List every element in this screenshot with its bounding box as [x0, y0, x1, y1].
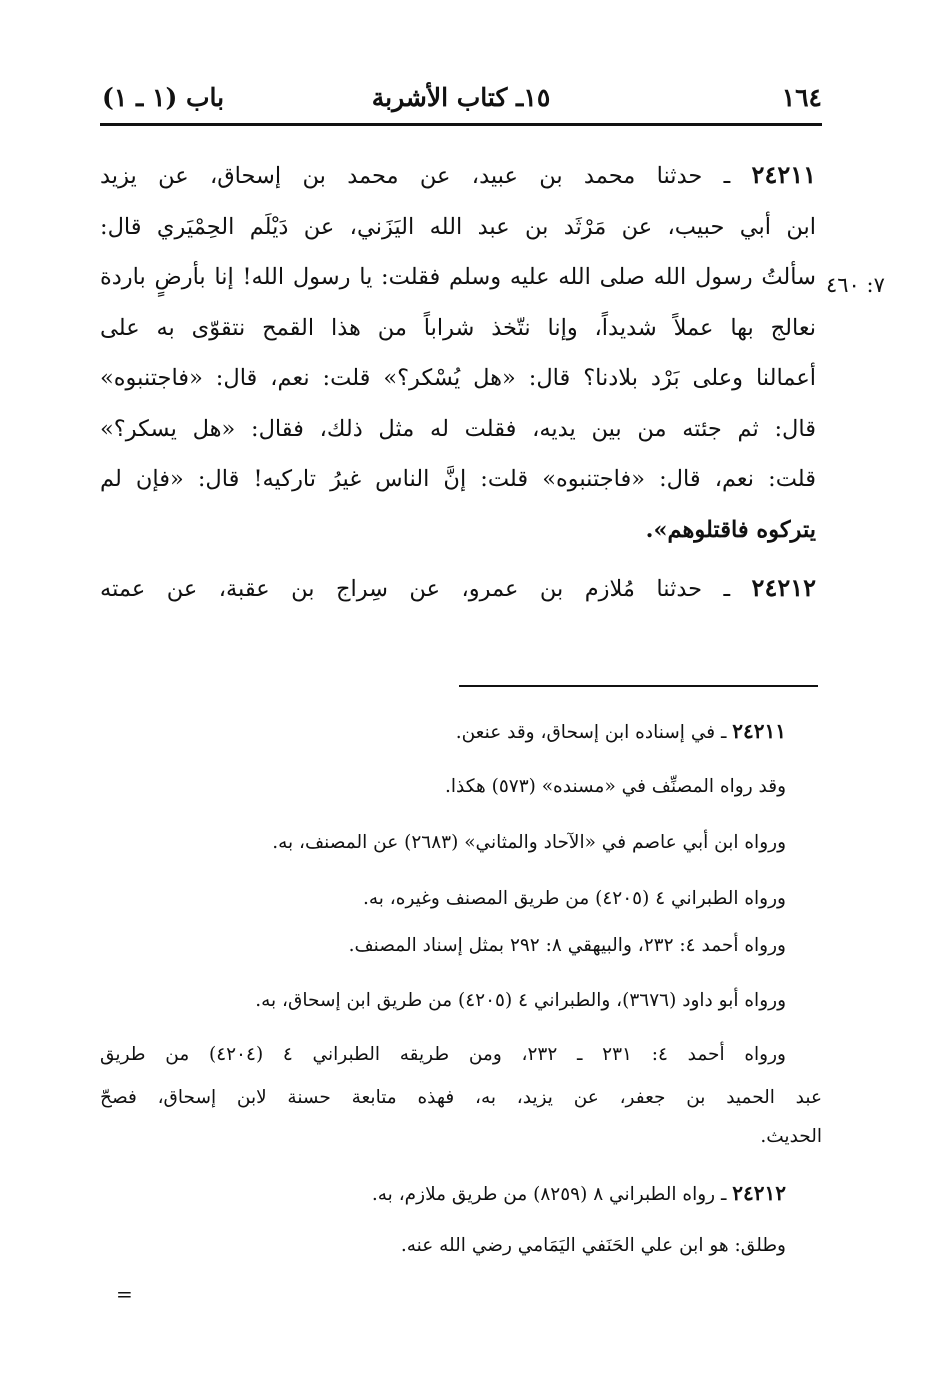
running-header: [100, 78, 822, 120]
main-text: [100, 150, 816, 615]
footnote-1-number: ٢٤٢١١: [732, 719, 786, 743]
hadith-1-line-6: قال: ثم جئته من بين يديه، فقلت له مثل ذلك، فقال: «هل يسكر؟»: [100, 415, 816, 442]
hadith-1-line-4: نعالج بها عملاً شديداً، وإنا نتّخذ شراباً من هذا القمح نتقوّى به على: [100, 314, 816, 341]
footnote-2-line-2: وطلق: هو ابن علي الحَنَفي اليَمَامي رضي الله عنه.: [400, 1235, 786, 1256]
chapter-label: باب (١ ـ ١): [102, 83, 225, 112]
header-rule: [100, 123, 822, 126]
footnote-1-line-7: ورواه أحمد ٤: ٢٣١ ـ ٢٣٢، ومن طريقه الطبراني ٤ (٤٢٠٤) من طريق: [100, 1044, 786, 1065]
hadith-1-line-1: ٢٤٢١١ ـ حدثنا محمد بن عبيد، عن محمد بن إسحاق، عن يزيد: [100, 160, 816, 189]
hadith-2-line-1: ٢٤٢١٢ ـ حدثنا مُلازم بن عمرو، عن سِراج بن عقبة، عن عمته: [100, 573, 816, 602]
footnote-rule: [459, 685, 818, 687]
footnote-1-line-9: الحديث.: [760, 1126, 822, 1147]
hadith-1-line-5: أعمالنا وعلى بَرْد بلادنا؟ قال: «هل يُسْكر؟» قلت: نعم، قال: «فاجتنبوه»: [100, 365, 816, 391]
hadith-1-line-7: قلت: نعم، قال: «فاجتنبوه» قلت: إنَّ الناس غيرُ تاركيه! قال: «فإن لم: [100, 466, 816, 492]
hadith-1-line-3: سألتُ رسول الله صلى الله عليه وسلم فقلت: يا رسول الله! إنا بأرضٍ باردة: [100, 264, 816, 290]
continuation-mark: =: [116, 1282, 133, 1306]
footnote-1-line-2: وقد رواه المصنِّف في «مسنده» (٥٧٣) هكذا.: [445, 776, 786, 797]
footnote-2-line-1: ٢٤٢١٢ ـ رواه الطبراني ٨ (٨٢٥٩) من طريق ملازم، به.: [371, 1181, 786, 1205]
footnote-1-line-8: عبد الحميد بن جعفر، عن يزيد، به، فهذه متابعة حسنة لابن إسحاق، فصحّ: [100, 1087, 822, 1108]
footnote-1-line-3: ورواه ابن أبي عاصم في «الآحاد والمثاني» (٢٦٨٣) عن المصنف، به.: [272, 832, 786, 853]
hadith-2-number: ٢٤٢١٢: [751, 573, 816, 602]
footnote-1-line-1: ٢٤٢١١ ـ في إسناده ابن إسحاق، وقد عنعن.: [455, 719, 786, 743]
footnote-1-line-5: ورواه أحمد ٤: ٢٣٢، والبيهقي ٨: ٢٩٢ بمثل إسناد المصنف.: [348, 935, 786, 956]
book-title: ١٥ـ كتاب الأشربة: [371, 83, 551, 112]
hadith-1-line-8: يتركوه فاقتلوهم».: [645, 516, 816, 543]
page-number: ١٦٤: [781, 83, 822, 112]
margin-reference: ٧: ٤٦٠: [826, 273, 885, 297]
footnote-1-line-6: ورواه أبو داود (٣٦٧٦)، والطبراني ٤ (٤٢٠٥) من طريق ابن إسحاق، به.: [255, 990, 786, 1011]
hadith-1-line-2: ابن أبي حبيب، عن مَرْثَد بن عبد الله اليَزَني، عن دَيْلَم الحِمْيَري قال:: [100, 213, 816, 240]
footnote-1-line-4: ورواه الطبراني ٤ (٤٢٠٥) من طريق المصنف وغيره، به.: [362, 888, 786, 909]
hadith-1-number: ٢٤٢١١: [751, 160, 816, 189]
footnote-2-number: ٢٤٢١٢: [732, 1181, 786, 1205]
